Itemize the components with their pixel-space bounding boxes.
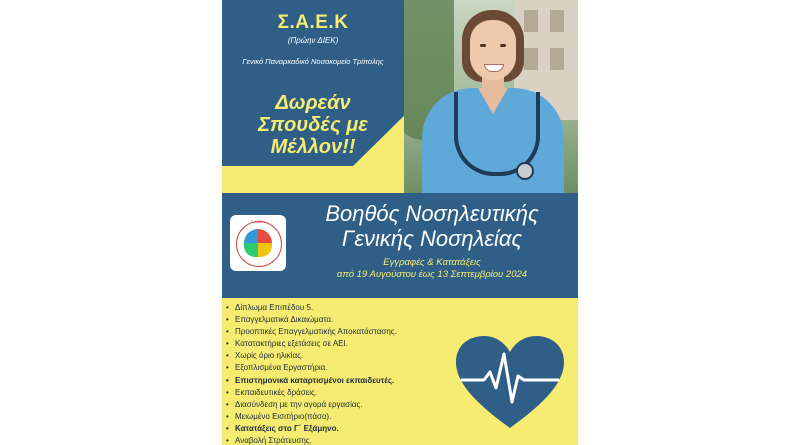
- benefit-text: Κατατάξεις στο Γ΄ Εξάμηνο.: [235, 423, 339, 433]
- former-name: (Πρώην ΔΙΕΚ): [287, 36, 339, 45]
- benefits-list: [226, 302, 466, 445]
- bullet-icon: •: [226, 363, 229, 373]
- saek-logo: [230, 215, 286, 271]
- benefit-text: Διασύνδεση με την αγορά εργασίας.: [235, 399, 363, 409]
- benefit-text: Εκπαιδευτικές δράσεις.: [235, 387, 318, 397]
- hospital-name: Γενικό Παναρκαδικό Νοσοκομείο Τρίπολης: [242, 57, 384, 66]
- benefit-item: [226, 350, 466, 362]
- program-title-line-1: Βοηθός Νοσηλευτικής: [325, 201, 539, 226]
- logo-head-icon: [244, 229, 272, 257]
- program-title-line-2: Γενικής Νοσηλείας: [341, 226, 523, 251]
- bullet-icon: •: [226, 375, 229, 385]
- bullet-icon: •: [226, 351, 229, 361]
- slogan-line-1: Δωρεάν: [275, 92, 351, 114]
- benefit-item: [226, 399, 466, 411]
- benefit-item: [226, 338, 466, 350]
- benefit-text: Δίπλωμα Επιπέδου 5.: [235, 303, 314, 312]
- heartbeat-heart-icon: [454, 336, 566, 432]
- header-panel: [222, 0, 404, 193]
- benefit-item: [226, 387, 466, 399]
- benefit-text: Επαγγελματικά Δικαιώματα.: [235, 315, 334, 325]
- nurse-photo: [404, 0, 578, 193]
- bullet-icon: •: [226, 303, 229, 312]
- benefit-item: [226, 375, 466, 387]
- benefit-item: [226, 423, 466, 435]
- logo-label: Σ.Α.Ε.Κ: [251, 219, 265, 224]
- organization-name: Σ.Α.Ε.Κ: [277, 12, 349, 33]
- bullet-icon: •: [226, 399, 229, 409]
- bullet-icon: •: [226, 339, 229, 349]
- bullet-icon: •: [226, 411, 229, 421]
- slogan: [222, 92, 404, 158]
- registration-info: [292, 257, 572, 281]
- benefit-text: Μειωμένο Εισιτήριο(πάσο).: [235, 411, 332, 421]
- benefit-text: Επιστημονικά καταρτισμένοι εκπαιδευτές.: [235, 375, 395, 385]
- benefit-text: Κατατακτήριες εξετάσεις σε ΑΕΙ.: [235, 339, 348, 349]
- benefit-item: [226, 314, 466, 326]
- program-title: [292, 201, 572, 251]
- registration-line-1: Εγγραφές & Κατατάξεις: [383, 257, 481, 268]
- benefit-item: [226, 362, 466, 374]
- benefit-item: [226, 302, 466, 314]
- benefit-text: Εξοπλισμένα Εργαστήρια.: [235, 363, 328, 373]
- benefit-item: [226, 435, 466, 445]
- nurse-eye-right: [500, 44, 506, 47]
- benefit-item: [226, 411, 466, 423]
- benefit-text: Προοπτικές Επαγγελματικής Αποκατάστασης.: [235, 327, 397, 337]
- nurse-eye-left: [480, 44, 486, 47]
- poster: [222, 0, 578, 445]
- registration-dates: από 19 Αυγούστου έως 13 Σεπτεμβρίου 2024: [336, 269, 528, 280]
- slogan-line-3: Μέλλον!!: [270, 136, 356, 158]
- benefit-text: Αναβολή Στράτευσης.: [235, 436, 312, 445]
- bullet-icon: •: [226, 387, 229, 397]
- benefit-text: Χωρίς όριο ηλικίας.: [235, 351, 304, 361]
- bullet-icon: •: [226, 327, 229, 337]
- bullet-icon: •: [226, 423, 229, 433]
- slogan-line-2: Σπουδές με: [258, 114, 368, 136]
- benefit-item: [226, 326, 466, 338]
- bullet-icon: •: [226, 315, 229, 325]
- title-band: [222, 193, 578, 298]
- stethoscope-chestpiece: [516, 162, 534, 180]
- bullet-icon: •: [226, 436, 229, 445]
